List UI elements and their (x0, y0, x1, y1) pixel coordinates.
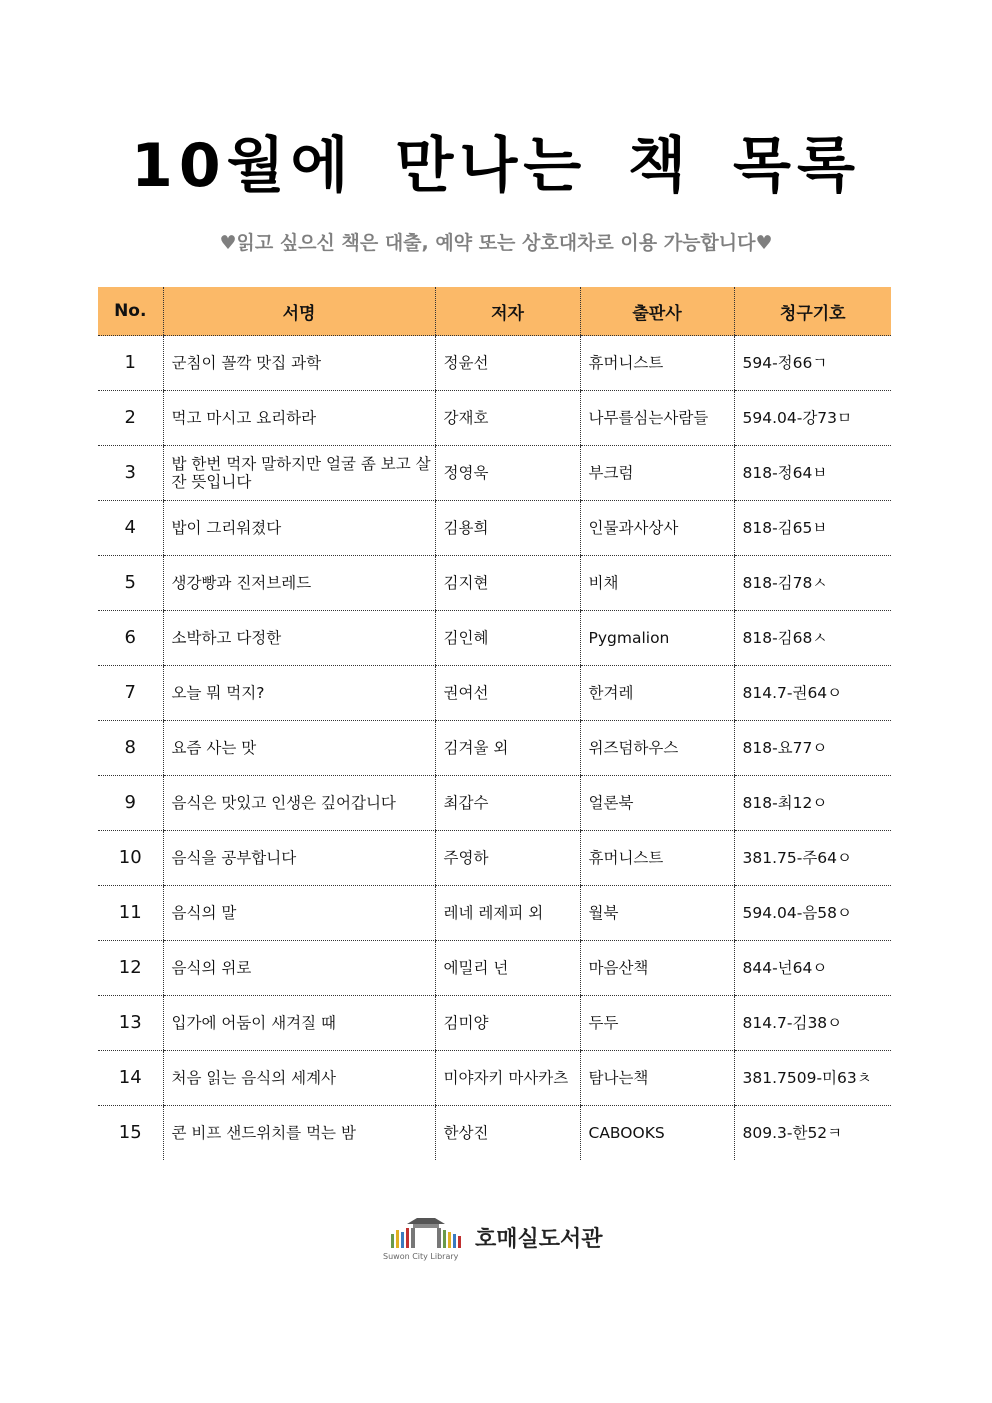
book-title: 군침이 꼴깍 맛집 과학 (163, 336, 435, 391)
book-publisher: 탐나는책 (580, 1051, 734, 1106)
book-author: 권여선 (435, 666, 580, 721)
book-no: 14 (98, 1051, 163, 1106)
table-row (98, 831, 891, 886)
book-author: 강재호 (435, 391, 580, 446)
book-call-number: 381.75-주64ㅇ (734, 831, 891, 886)
book-publisher: 부크럼 (580, 446, 734, 501)
book-publisher: 인물과사상사 (580, 501, 734, 556)
book-list-table (98, 287, 891, 1160)
book-author: 한상진 (435, 1106, 580, 1161)
book-no: 13 (98, 996, 163, 1051)
book-author: 에밀리 넌 (435, 941, 580, 996)
book-no: 3 (98, 446, 163, 501)
book-call-number: 814.7-권64ㅇ (734, 666, 891, 721)
table-row (98, 996, 891, 1051)
book-no: 11 (98, 886, 163, 941)
book-publisher: 나무를심는사람들 (580, 391, 734, 446)
book-author: 김미양 (435, 996, 580, 1051)
header-title: 서명 (163, 287, 435, 336)
table-row (98, 391, 891, 446)
book-publisher: 얼론북 (580, 776, 734, 831)
book-title: 밥 한번 먹자 말하지만 얼굴 좀 보고 살잔 뜻입니다 (163, 446, 435, 501)
table-row (98, 721, 891, 776)
book-title: 소박하고 다정한 (163, 611, 435, 666)
book-title: 오늘 뭐 먹지? (163, 666, 435, 721)
book-author: 미야자키 마사카츠 (435, 1051, 580, 1106)
book-publisher: 두두 (580, 996, 734, 1051)
book-author: 김겨울 외 (435, 721, 580, 776)
book-title: 밥이 그리워졌다 (163, 501, 435, 556)
book-call-number: 594.04-강73ㅁ (734, 391, 891, 446)
table-row (98, 1051, 891, 1106)
book-call-number: 818-김68ㅅ (734, 611, 891, 666)
header-author: 저자 (435, 287, 580, 336)
book-no: 10 (98, 831, 163, 886)
book-title: 음식을 공부합니다 (163, 831, 435, 886)
book-title: 생강빵과 진저브레드 (163, 556, 435, 611)
book-call-number: 818-김78ㅅ (734, 556, 891, 611)
book-publisher: 휴머니스트 (580, 336, 734, 391)
book-title: 먹고 마시고 요리하라 (163, 391, 435, 446)
table-row (98, 336, 891, 391)
book-call-number: 594.04-음58ㅇ (734, 886, 891, 941)
header-publisher: 출판사 (580, 287, 734, 336)
book-publisher: CABOOKS (580, 1106, 734, 1161)
book-no: 6 (98, 611, 163, 666)
header-call-number: 청구기호 (734, 287, 891, 336)
page-title: 10월에 만나는 책 목록 (131, 131, 861, 201)
book-call-number: 814.7-김38ㅇ (734, 996, 891, 1051)
table-row (98, 666, 891, 721)
library-logo (383, 1214, 623, 1264)
book-author: 정윤선 (435, 336, 580, 391)
book-no: 2 (98, 391, 163, 446)
table-row (98, 1106, 891, 1161)
book-author: 주영하 (435, 831, 580, 886)
book-publisher: Pygmalion (580, 611, 734, 666)
book-author: 김용희 (435, 501, 580, 556)
book-author: 김인혜 (435, 611, 580, 666)
book-call-number: 818-최12ㅇ (734, 776, 891, 831)
page-subtitle: ♥읽고 싶으신 책은 대출, 예약 또는 상호대차로 이용 가능합니다♥ (219, 232, 773, 254)
book-publisher: 비채 (580, 556, 734, 611)
book-call-number: 809.3-한52ㅋ (734, 1106, 891, 1161)
book-title: 음식의 위로 (163, 941, 435, 996)
book-no: 7 (98, 666, 163, 721)
book-publisher: 휴머니스트 (580, 831, 734, 886)
book-no: 15 (118, 1122, 142, 1143)
book-title: 음식은 맛있고 인생은 깊어갑니다 (163, 776, 435, 831)
book-no: 5 (98, 556, 163, 611)
book-no: 1 (98, 336, 163, 391)
book-no: 12 (98, 941, 163, 996)
book-title: 요즘 사는 맛 (163, 721, 435, 776)
book-publisher: 위즈덤하우스 (580, 721, 734, 776)
book-publisher: 월북 (580, 886, 734, 941)
book-call-number: 381.7509-미63ㅊ (734, 1051, 891, 1106)
table-row (98, 446, 891, 501)
book-title: 입가에 어둠이 새겨질 때 (163, 996, 435, 1051)
library-name: 호매실도서관 (475, 1227, 603, 1252)
book-call-number: 844-넌64ㅇ (734, 941, 891, 996)
table-row (98, 776, 891, 831)
library-gate-icon (383, 1214, 469, 1250)
book-no: 4 (98, 501, 163, 556)
book-call-number: 818-정64ㅂ (734, 446, 891, 501)
table-row (98, 611, 891, 666)
book-author: 김지현 (435, 556, 580, 611)
book-call-number: 818-요77ㅇ (734, 721, 891, 776)
book-author: 레네 레제피 외 (435, 886, 580, 941)
table-row (98, 501, 891, 556)
table-row (98, 941, 891, 996)
table-row (98, 886, 891, 941)
book-no: 9 (98, 776, 163, 831)
table-header-row (98, 287, 891, 336)
logo-caption: Suwon City Library (383, 1252, 459, 1261)
book-publisher: 마음산책 (580, 941, 734, 996)
book-call-number: 594-정66ㄱ (734, 336, 891, 391)
header-no: No. (98, 287, 163, 336)
book-no: 8 (98, 721, 163, 776)
book-title: 콘 비프 샌드위치를 먹는 밤 (163, 1106, 435, 1161)
table-row (98, 556, 891, 611)
book-author: 정영욱 (435, 446, 580, 501)
book-title: 처음 읽는 음식의 세계사 (163, 1051, 435, 1106)
book-title: 음식의 말 (163, 886, 435, 941)
book-author: 최갑수 (435, 776, 580, 831)
book-publisher: 한겨레 (580, 666, 734, 721)
book-call-number: 818-김65ㅂ (734, 501, 891, 556)
